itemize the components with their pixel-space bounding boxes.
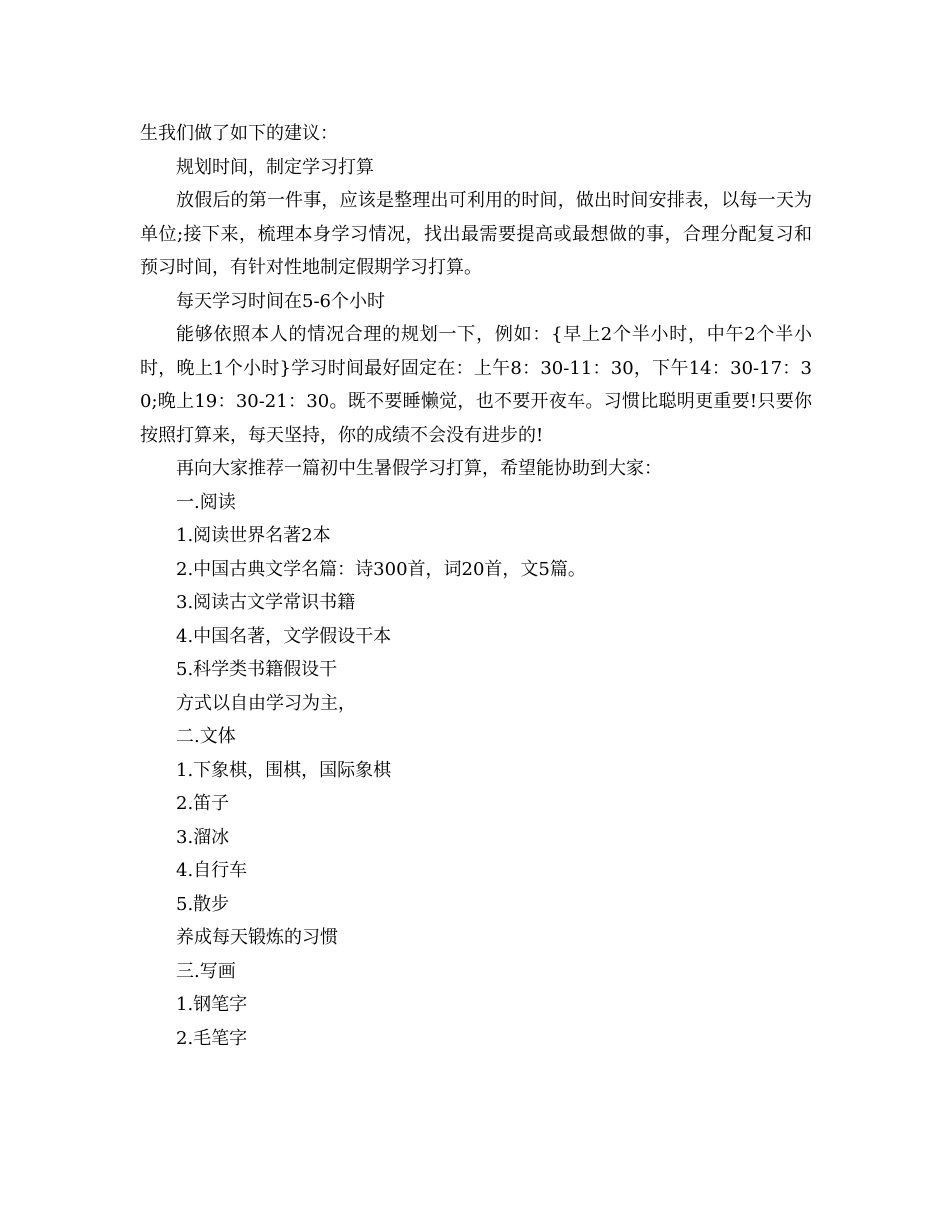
list-item: 2.笛子	[176, 793, 230, 814]
heading-plan-time: 规划时间，制定学习打算	[176, 156, 374, 178]
list-item: 5.科学类书籍假设干	[176, 659, 338, 680]
paragraph-intro: 生我们做了如下的建议：	[140, 123, 338, 144]
section-reading: 一.阅读	[176, 491, 236, 513]
list-item: 2.中国古典文学名篇：诗300首，词20首，文5篇。	[176, 558, 586, 580]
paragraph-schedule: 能够依照本人的情况合理的规划一下，例如：{早上2个半小时，中午2个半小时，晚上1个小时}学习时间最好固定在：上午8：30-11：30，下午14：30-17：30;晚上19：30-21：30。既不要睡懒觉，也不要开夜车。习惯比聪明更重要!只要你按照打算来，每天坚持，你的成绩不会没有进步的!	[140, 324, 812, 446]
list-item: 1.下象棋，围棋，国际象棋	[176, 759, 392, 781]
list-item: 3.溜冰	[176, 826, 230, 848]
list-item: 1.阅读世界名著2本	[176, 525, 331, 546]
list-item: 4.中国名著，文学假设干本	[176, 625, 392, 647]
heading-daily-hours: 每天学习时间在5-6个小时	[176, 290, 385, 312]
section-writing: 三.写画	[176, 960, 236, 982]
list-item: 2.毛笔字	[176, 1027, 248, 1049]
list-item: 3.阅读古文学常识书籍	[176, 592, 356, 613]
paragraph-recommend: 再向大家推荐一篇初中生暑假学习打算，希望能协助到大家：	[176, 458, 662, 479]
list-item: 1.钢笔字	[176, 994, 248, 1015]
section-sports: 二.文体	[176, 726, 236, 747]
document-body	[140, 117, 812, 1055]
paragraph-note: 养成每天锻炼的习惯	[176, 927, 338, 948]
paragraph-note: 方式以自由学习为主，	[176, 692, 356, 714]
list-item: 5.散步	[176, 893, 230, 915]
paragraph-plan-detail: 放假后的第一件事，应该是整理出可利用的时间，做出时间安排表，以每一天为单位;接下来，梳理本身学习情况，找出最需要提高或最想做的事，合理分配复习和预习时间，有针对性地制定假期学习打算。	[140, 190, 812, 278]
list-item: 4.自行车	[176, 860, 248, 881]
